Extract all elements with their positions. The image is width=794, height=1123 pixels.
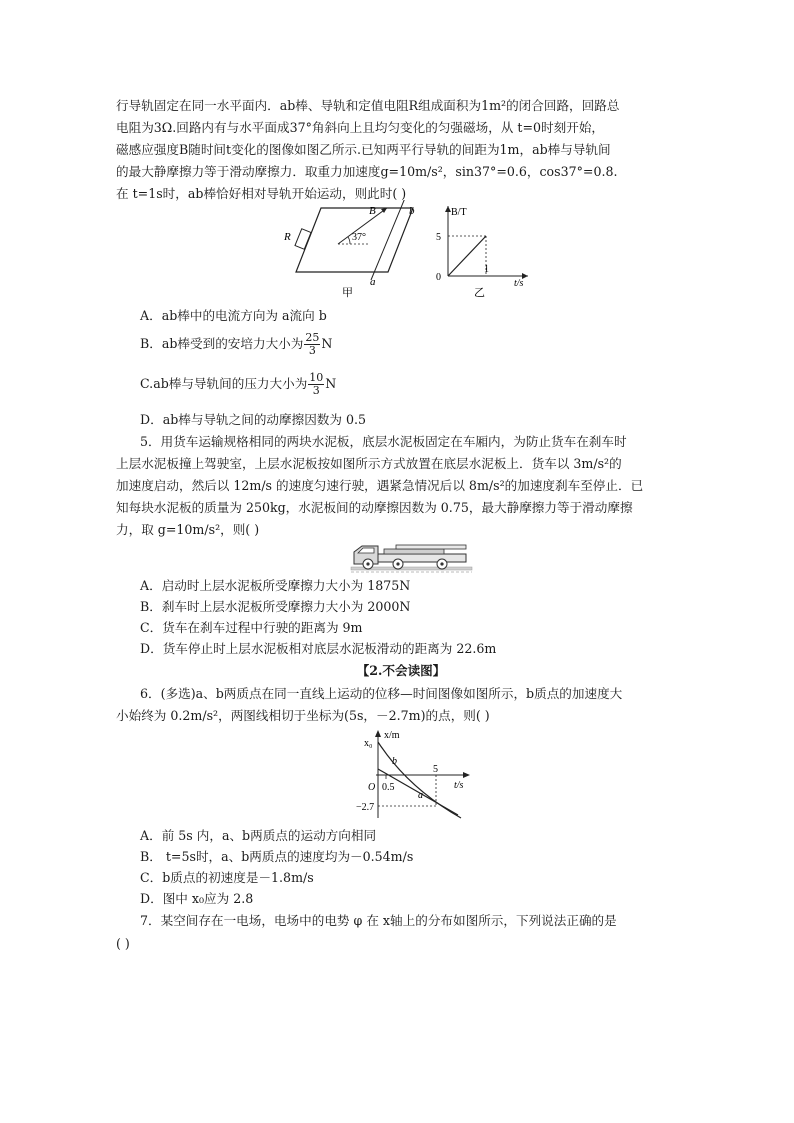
caption-yi: 乙: [474, 287, 485, 299]
label-ts: t/s: [454, 780, 464, 791]
label-a: a: [418, 790, 423, 801]
wheel-hub: [440, 562, 443, 565]
q4-option-b-text: B．ab棒受到的安培力大小为: [140, 336, 304, 351]
intro-line-1: 行导轨固定在同一水平面内．ab棒、导轨和定值电阻R组成面积为1m²的闭合回路，回路总: [116, 98, 620, 113]
unit-n: N: [325, 376, 337, 391]
q5-option-a: A．启动时上层水泥板所受摩擦力大小为 1875N: [140, 578, 411, 593]
q4-option-a: A．ab棒中的电流方向为 a流向 b: [140, 308, 327, 323]
figure-truck: [350, 536, 474, 576]
label-0: 0: [436, 272, 441, 283]
q5-line-5: 力，取 g=10m/s²，则( ): [116, 522, 260, 537]
q4-option-b: [140, 332, 710, 357]
label-bt: B/T: [451, 207, 467, 218]
q4-option-c-fraction: [308, 372, 324, 397]
x-axis-arrow: [375, 730, 381, 737]
label-b: b: [409, 205, 415, 217]
label-1: 1: [484, 264, 489, 275]
intro-line-2: 电阻为3Ω.回路内有与水平面成37°角斜向上且均匀变化的匀强磁场，从 t=0时刻开始，: [116, 120, 605, 135]
label-xm: x/m: [384, 730, 400, 741]
wheel-hub: [366, 562, 369, 565]
label-05: 0.5: [382, 782, 395, 793]
frac-den: 3: [312, 384, 320, 397]
top-slab: [396, 545, 466, 549]
curve-b: [378, 742, 461, 818]
q5-line-4: 知每块水泥板的质量为 250kg，水泥板间的动摩擦因数为 0.75，最大静摩擦力等于滑动摩擦: [116, 500, 633, 515]
frac-num: 10: [309, 371, 324, 384]
q4-option-b-fraction: [304, 332, 320, 357]
truck-bed: [378, 554, 466, 562]
label-x0: x₀: [364, 738, 373, 749]
label-B: B: [369, 205, 376, 217]
angle-arc: [348, 237, 350, 244]
caption-jia: 甲: [342, 287, 353, 299]
label-R: R: [284, 231, 291, 243]
q6-option-c: C．b质点的初速度是－1.8m/s: [140, 870, 314, 885]
q5-line-1: 5．用货车运输规格相同的两块水泥板，底层水泥板固定在车厢内，为防止货车在刹车时: [140, 434, 627, 449]
q6-option-a: A．前 5s 内，a、b两质点的运动方向相同: [140, 828, 377, 843]
figure-jia: [283, 200, 423, 300]
q4-option-c-text: C.ab棒与导轨间的压力大小为: [140, 376, 308, 391]
figure-yi: [428, 200, 538, 300]
q5-option-c: C．货车在刹车过程中行驶的距离为 9m: [140, 620, 363, 635]
q4-option-c: [140, 372, 710, 397]
label-o: O: [368, 782, 376, 793]
q6-line-2: 小始终为 0.2m/s²，两图线相切于坐标为(5s，－2.7m)的点，则( ): [116, 708, 490, 723]
q5-line-3: 加速度启动，然后以 12m/s 的速度匀速行驶，遇紧急情况后以 8m/s²的加速度刹车至停止．已: [116, 478, 644, 493]
label-angle: 37°: [352, 232, 366, 243]
section-heading: 【2.不会读图】: [356, 663, 446, 678]
t-axis-arrow: [463, 772, 470, 778]
unit-n: N: [321, 336, 333, 351]
q5-option-d: D．货车停止时上层水泥板相对底层水泥板滑动的距离为 22.6m: [140, 641, 497, 656]
resistor-r: [295, 229, 311, 249]
intro-line-4: 的最大静摩擦力等于滑动摩擦力．取重力加速度g=10m/s²，sin37°=0.6，cos37°=0.8.: [116, 164, 618, 179]
intro-line-5: 在 t=1s时，ab棒恰好相对导轨开始运动，则此时( ): [116, 186, 407, 201]
q4-option-d: D．ab棒与导轨之间的动摩擦因数为 0.5: [140, 412, 367, 427]
q7-line-2: ( ): [116, 936, 130, 951]
q7-line-1: 7．某空间存在一电场，电场中的电势 φ 在 x轴上的分布如图所示，下列说法正确的是: [140, 913, 617, 928]
frac-num: 25: [305, 331, 320, 344]
intro-line-3: 磁感应强度B随时间t变化的图像如图乙所示.已知两平行导轨的间距为1m，ab棒与导轨间: [116, 142, 611, 157]
label-ts: t/s: [514, 278, 524, 289]
q5-option-b: B．刹车时上层水泥板所受摩擦力大小为 2000N: [140, 599, 411, 614]
label-5: 5: [436, 232, 441, 243]
label-5: 5: [433, 764, 438, 775]
wheel-hub: [396, 562, 399, 565]
label-neg27: −2.7: [356, 802, 375, 813]
figure-xt: [356, 728, 482, 824]
label-a: a: [370, 276, 376, 288]
frac-den: 3: [308, 344, 316, 357]
q6-option-d: D．图中 x₀应为 2.8: [140, 891, 254, 906]
bottom-slab: [384, 549, 444, 554]
bt-line: [448, 236, 486, 276]
q6-option-b: B． t=5s时，a、b两质点的速度均为－0.54m/s: [140, 849, 414, 864]
q5-line-2: 上层水泥板撞上驾驶室，上层水泥板按如图所示方式放置在底层水泥板上．货车以 3m/s²的: [116, 456, 622, 471]
q6-line-1: 6．(多选)a、b两质点在同一直线上运动的位移—时间图像如图所示，b质点的加速度大: [140, 686, 623, 701]
label-b: b: [392, 756, 397, 767]
